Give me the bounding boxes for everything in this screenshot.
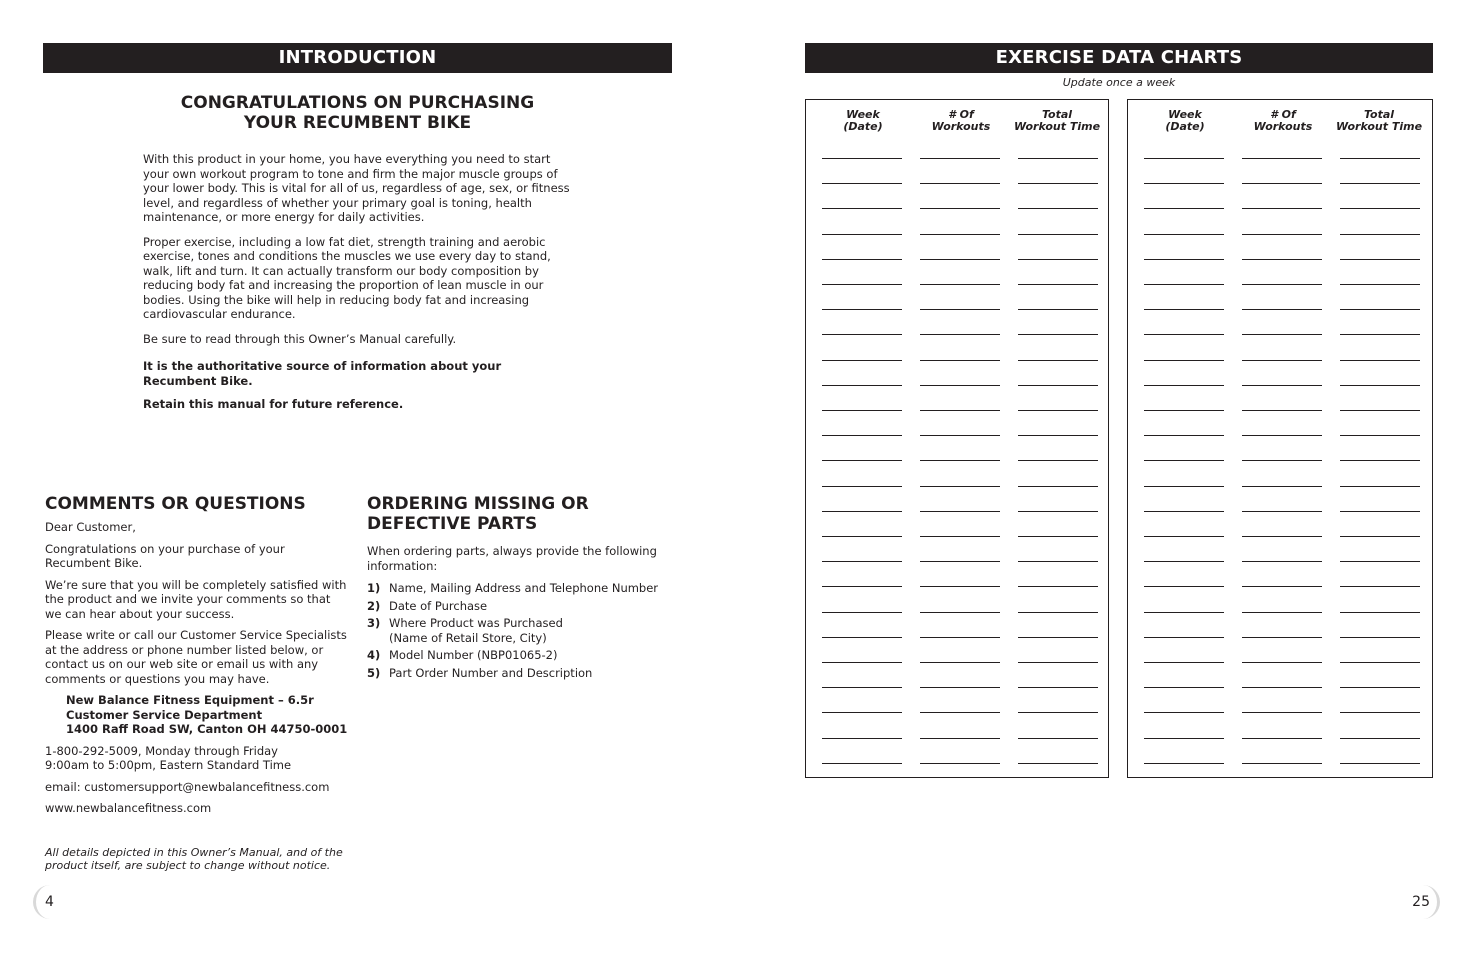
column-header-line: (Date) [1165,120,1205,133]
entry-line [1018,208,1098,209]
entry-line [1340,360,1420,361]
entry-line [822,435,902,436]
comments-paragraph: Please write or call our Customer Service Specialists at the address or phone number listed below, or contact us on our web site or email us with any comments or questions you may have. [45,628,347,686]
entry-line [920,158,1000,159]
entry-line [1340,259,1420,260]
ordering-parts-heading [367,494,667,534]
entry-line [1144,309,1224,310]
entry-line [1340,435,1420,436]
entry-line [1018,687,1098,688]
item-number: 5) [367,665,381,680]
column-header-line: Total [1363,108,1395,121]
entry-line [1242,687,1322,688]
entry-line [1018,712,1098,713]
update-note: Update once a week [1062,76,1176,89]
entry-line [920,612,1000,613]
entry-line [1018,536,1098,537]
item-number: 3) [367,616,381,630]
entry-line [1340,662,1420,663]
entry-line [920,385,1000,386]
item-text: Date of Purchase [389,598,488,613]
entry-line [1242,259,1322,260]
ordering-heading-line: DEFECTIVE PARTS [367,514,538,534]
list-item [367,666,672,681]
entry-line [822,612,902,613]
entry-line [1144,662,1224,663]
entry-line [1144,687,1224,688]
entry-line [920,309,1000,310]
entry-line [822,486,902,487]
column-header [1137,109,1233,133]
entry-line [1340,309,1420,310]
entry-line [1242,360,1322,361]
column-header-line: Workout Time [1013,120,1101,133]
entry-line [1340,712,1420,713]
entry-line [1144,360,1224,361]
item-number: 4) [367,648,381,662]
entry-line [920,738,1000,739]
entry-line [1018,334,1098,335]
phone-hours [45,744,350,773]
entry-line [1340,460,1420,461]
entry-line [1242,561,1322,562]
comments-paragraph: Congratulations on your purchase of your Recumbent Bike. [45,541,285,570]
entry-line [1018,511,1098,512]
item-text: Part Order Number and Description [389,665,593,680]
entry-line [1018,284,1098,285]
entry-line [822,360,902,361]
email-address: email: customersupport@newbalancefitness.com [45,779,330,794]
entry-line [1144,259,1224,260]
entry-line [920,234,1000,235]
entry-line [1018,385,1098,386]
congratulations-heading [43,93,672,133]
entry-line [1242,536,1322,537]
hours-line: 9:00am to 5:00pm, Eastern Standard Time [45,758,292,772]
introduction-body [143,152,573,421]
column-header-line: (Date) [843,120,883,133]
exercise-data-charts-banner: EXERCISE DATA CHARTS [805,43,1433,73]
entry-line [1242,435,1322,436]
entry-line [1018,763,1098,764]
entry-line [1018,486,1098,487]
entry-line [1242,586,1322,587]
item-text: Where Product was Purchased [389,616,563,630]
list-item [367,616,672,645]
introduction-banner: INTRODUCTION [43,43,672,73]
entry-line [1242,385,1322,386]
entry-line [1144,208,1224,209]
comments-body [45,520,350,823]
entry-line [1144,511,1224,512]
entry-line [822,183,902,184]
website-address: www.newbalancefitness.com [45,801,212,815]
intro-bold-statement: Retain this manual for future reference. [143,397,404,411]
entry-line [1340,586,1420,587]
entry-line [920,360,1000,361]
entry-line [1144,385,1224,386]
entry-line [1242,234,1322,235]
entry-line [920,687,1000,688]
entry-line [822,637,902,638]
item-text-secondary: (Name of Retail Store, City) [389,630,547,645]
entry-line [920,536,1000,537]
entry-line [1144,334,1224,335]
entry-line [1242,183,1322,184]
entry-line [822,738,902,739]
entry-line [1340,763,1420,764]
entry-line [1340,410,1420,411]
ordering-body [367,544,672,683]
entry-line [1018,410,1098,411]
intro-bold-statement: It is the authoritative source of information about your Recumbent Bike. [143,359,502,388]
entry-line [822,410,902,411]
entry-line [920,259,1000,260]
footnote-line: product itself, are subject to change without notice. [45,859,331,872]
entry-line [920,637,1000,638]
entry-line [920,586,1000,587]
entry-line [1340,334,1420,335]
intro-paragraph: With this product in your home, you have everything you need to start your own workout program to tone and firm the major muscle groups of your lower body. This is vital for all of us, regardless of age, sex, or fitness level, and regardless of whether your primary goal is toning, health maintenance, or more energy for daily activities. [143,152,570,224]
entry-line [1018,234,1098,235]
entry-line [1340,637,1420,638]
entry-line [1144,183,1224,184]
entry-line [1242,309,1322,310]
entry-line [1340,183,1420,184]
entry-line [1018,309,1098,310]
address-line: 1400 Raff Road SW, Canton OH 44750-0001 [66,722,348,736]
entry-line [1340,561,1420,562]
column-header-line: # Of [1270,108,1296,121]
ordering-intro: When ordering parts, always provide the following information: [367,544,657,573]
entry-line [920,410,1000,411]
comments-paragraph: We’re sure that you will be completely satisfied with the product and we invite your comments so that we can hear about your success. [45,577,347,621]
entry-line [1018,738,1098,739]
entry-line [1144,486,1224,487]
entry-line [1340,738,1420,739]
entry-line [1242,410,1322,411]
entry-line [1242,612,1322,613]
list-item [367,581,672,596]
entry-line [1144,460,1224,461]
entry-line [1340,208,1420,209]
entry-line [920,561,1000,562]
item-number: 2) [367,598,381,613]
page-number-left: 4 [33,885,67,919]
item-number: 1) [367,581,381,595]
heading-line-2: YOUR RECUMBENT BIKE [243,113,472,133]
column-header-line: Week [1168,108,1202,121]
entry-line [1144,738,1224,739]
entry-line [1144,561,1224,562]
entry-line [1144,410,1224,411]
entry-line [1340,511,1420,512]
entry-line [1144,435,1224,436]
entry-line [1144,234,1224,235]
comments-heading: COMMENTS OR QUESTIONS [45,494,306,514]
entry-line [1018,435,1098,436]
entry-line [1242,334,1322,335]
ordering-heading-line: ORDERING MISSING OR [367,494,589,514]
entry-line [920,486,1000,487]
entry-line [822,208,902,209]
column-header [913,109,1009,133]
entry-line [1340,385,1420,386]
entry-line [1018,183,1098,184]
entry-line [920,208,1000,209]
column-header [1235,109,1331,133]
exercise-chart-right [1127,99,1433,778]
entry-line [1018,158,1098,159]
entry-line [920,662,1000,663]
item-text: Model Number (NBP01065-2) [389,648,558,662]
entry-line [1144,612,1224,613]
entry-line [822,385,902,386]
entry-line [1242,763,1322,764]
entry-line [1242,158,1322,159]
mailing-address [45,693,350,737]
column-header-line: Total [1041,108,1073,121]
list-item [367,599,672,614]
entry-line [1144,637,1224,638]
entry-line [1018,612,1098,613]
ordering-list [367,581,672,680]
entry-line [920,763,1000,764]
entry-line [822,309,902,310]
entry-line [1018,586,1098,587]
entry-line [1340,284,1420,285]
entry-line [822,662,902,663]
column-header-line: # Of [948,108,974,121]
entry-line [1242,511,1322,512]
entry-line [1242,662,1322,663]
entry-line [1018,637,1098,638]
address-line: Customer Service Department [66,707,263,722]
entry-line [1340,536,1420,537]
entry-line [1242,712,1322,713]
entry-line [822,234,902,235]
entry-line [1242,486,1322,487]
item-text: Name, Mailing Address and Telephone Number [389,581,659,595]
list-item [367,648,672,663]
entry-line [822,334,902,335]
entry-line [1242,208,1322,209]
entry-line [920,183,1000,184]
entry-line [1144,763,1224,764]
entry-line [1242,460,1322,461]
column-header [1331,109,1427,133]
entry-line [1340,158,1420,159]
entry-line [822,687,902,688]
entry-line [1340,612,1420,613]
disclaimer-footnote [45,846,345,872]
entry-line [1242,637,1322,638]
entry-line [920,435,1000,436]
entry-line [822,586,902,587]
entry-line [920,334,1000,335]
column-header-line: Workouts [931,120,991,133]
entry-line [822,536,902,537]
entry-line [1144,712,1224,713]
footnote-line: All details depicted in this Owner’s Manual, and of the [45,846,343,859]
entry-line [920,284,1000,285]
page-number-right: 25 [1406,885,1440,919]
entry-line [1340,486,1420,487]
entry-line [1018,360,1098,361]
entry-line [822,158,902,159]
entry-line [822,460,902,461]
entry-line [920,511,1000,512]
entry-line [1018,561,1098,562]
entry-line [1018,259,1098,260]
entry-line [1018,460,1098,461]
entry-line [1018,662,1098,663]
entry-line [1340,234,1420,235]
column-header [815,109,911,133]
entry-line [920,460,1000,461]
greeting: Dear Customer, [45,520,136,534]
entry-line [920,712,1000,713]
entry-line [822,561,902,562]
entry-line [1340,687,1420,688]
column-header [1009,109,1105,133]
entry-line [822,712,902,713]
entry-line [1242,284,1322,285]
intro-paragraph: Proper exercise, including a low fat diet, strength training and aerobic exercise, tones and conditions the muscles we use every day to stand, walk, lift and turn. It can actually transform our body composition by reducing body fat and increasing the proportion of lean muscle in our bodies. Using the bike will help in reducing body fat and increasing cardiovascular endurance. [143,234,551,321]
entry-line [1144,536,1224,537]
column-header-line: Workouts [1253,120,1313,133]
phone-line: 1-800-292-5009, Monday through Friday [45,743,278,758]
entry-line [822,284,902,285]
heading-line-1: CONGRATULATIONS ON PURCHASING [180,93,535,113]
address-line: New Balance Fitness Equipment – 6.5r [66,693,314,707]
entry-line [1144,158,1224,159]
entry-line [1144,586,1224,587]
intro-paragraph: Be sure to read through this Owner’s Manual carefully. [143,331,457,346]
column-header-line: Week [846,108,880,121]
entry-line [822,763,902,764]
exercise-chart-left [805,99,1109,778]
entry-line [822,511,902,512]
entry-line [822,259,902,260]
entry-line [1144,284,1224,285]
column-header-line: Workout Time [1335,120,1423,133]
entry-line [1242,738,1322,739]
